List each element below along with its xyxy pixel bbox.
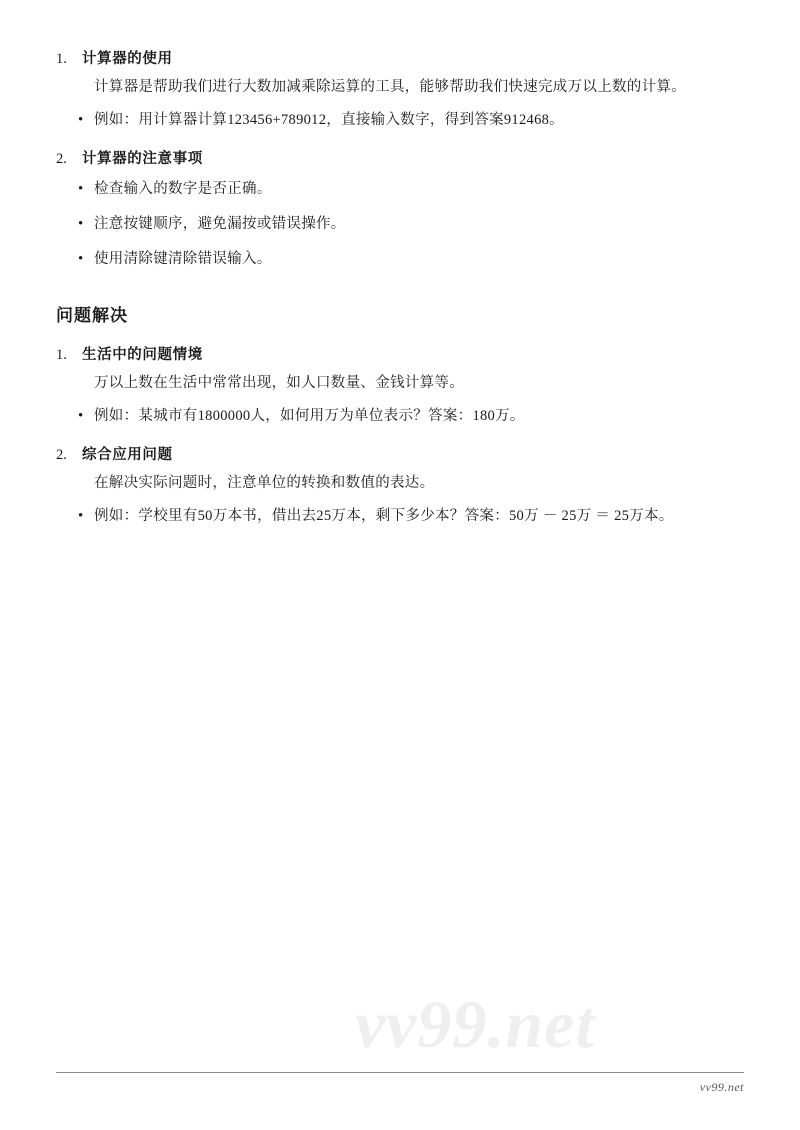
list-item [56, 148, 728, 170]
bullet-text: 例如：某城市有1800000人，如何用万为单位表示？答案：180万。 [94, 408, 525, 424]
bullet-dot-icon: • [78, 112, 84, 128]
list-item [56, 444, 728, 466]
paragraph: 在解决实际问题时，注意单位的转换和数值的表达。 [94, 475, 435, 491]
list-marker: 2. [56, 151, 67, 167]
bullet-dot-icon: • [78, 216, 84, 232]
list-item [56, 48, 728, 70]
bullet-dot-icon: • [78, 408, 84, 424]
bullet-text: 注意按键顺序，避免漏按或错误操作。 [94, 216, 346, 232]
paragraph: 万以上数在生活中常常出现，如人口数量、金钱计算等。 [94, 375, 464, 391]
bullet-dot-icon: • [78, 508, 84, 524]
list-marker: 2. [56, 447, 67, 463]
list-item-title: 生活中的问题情境 [82, 347, 203, 363]
bullet-item [56, 505, 728, 528]
bullet-text: 例如：用计算器计算123456+789012，直接输入数字，得到答案912468。 [94, 112, 564, 128]
bullet-item [56, 178, 728, 201]
section-heading: 问题解决 [56, 306, 128, 325]
bullet-item [56, 248, 728, 271]
document-content [56, 48, 728, 528]
bullet-text: 使用清除键清除错误输入。 [94, 251, 272, 267]
bullet-item [56, 405, 728, 428]
list-item-title: 计算器的使用 [82, 51, 173, 67]
bullet-dot-icon: • [78, 181, 84, 197]
watermark: vv99.net [355, 986, 596, 1062]
bullet-item [56, 109, 728, 132]
bullet-text: 例如：学校里有50万本书，借出去25万本，剩下多少本？答案：50万 － 25万 ＝ 25万本。 [94, 508, 674, 524]
list-item [56, 344, 728, 366]
paragraph: 计算器是帮助我们进行大数加减乘除运算的工具，能够帮助我们快速完成万以上数的计算。 [94, 79, 686, 95]
bullet-dot-icon: • [78, 251, 84, 267]
footer-divider [56, 1072, 744, 1073]
bullet-text: 检查输入的数字是否正确。 [94, 181, 272, 197]
bullet-item [56, 213, 728, 236]
footer-text: vv99.net [699, 1080, 744, 1094]
list-marker: 1. [56, 347, 67, 363]
list-item-title: 综合应用问题 [82, 447, 173, 463]
list-item-title: 计算器的注意事项 [82, 151, 203, 167]
list-marker: 1. [56, 51, 67, 67]
